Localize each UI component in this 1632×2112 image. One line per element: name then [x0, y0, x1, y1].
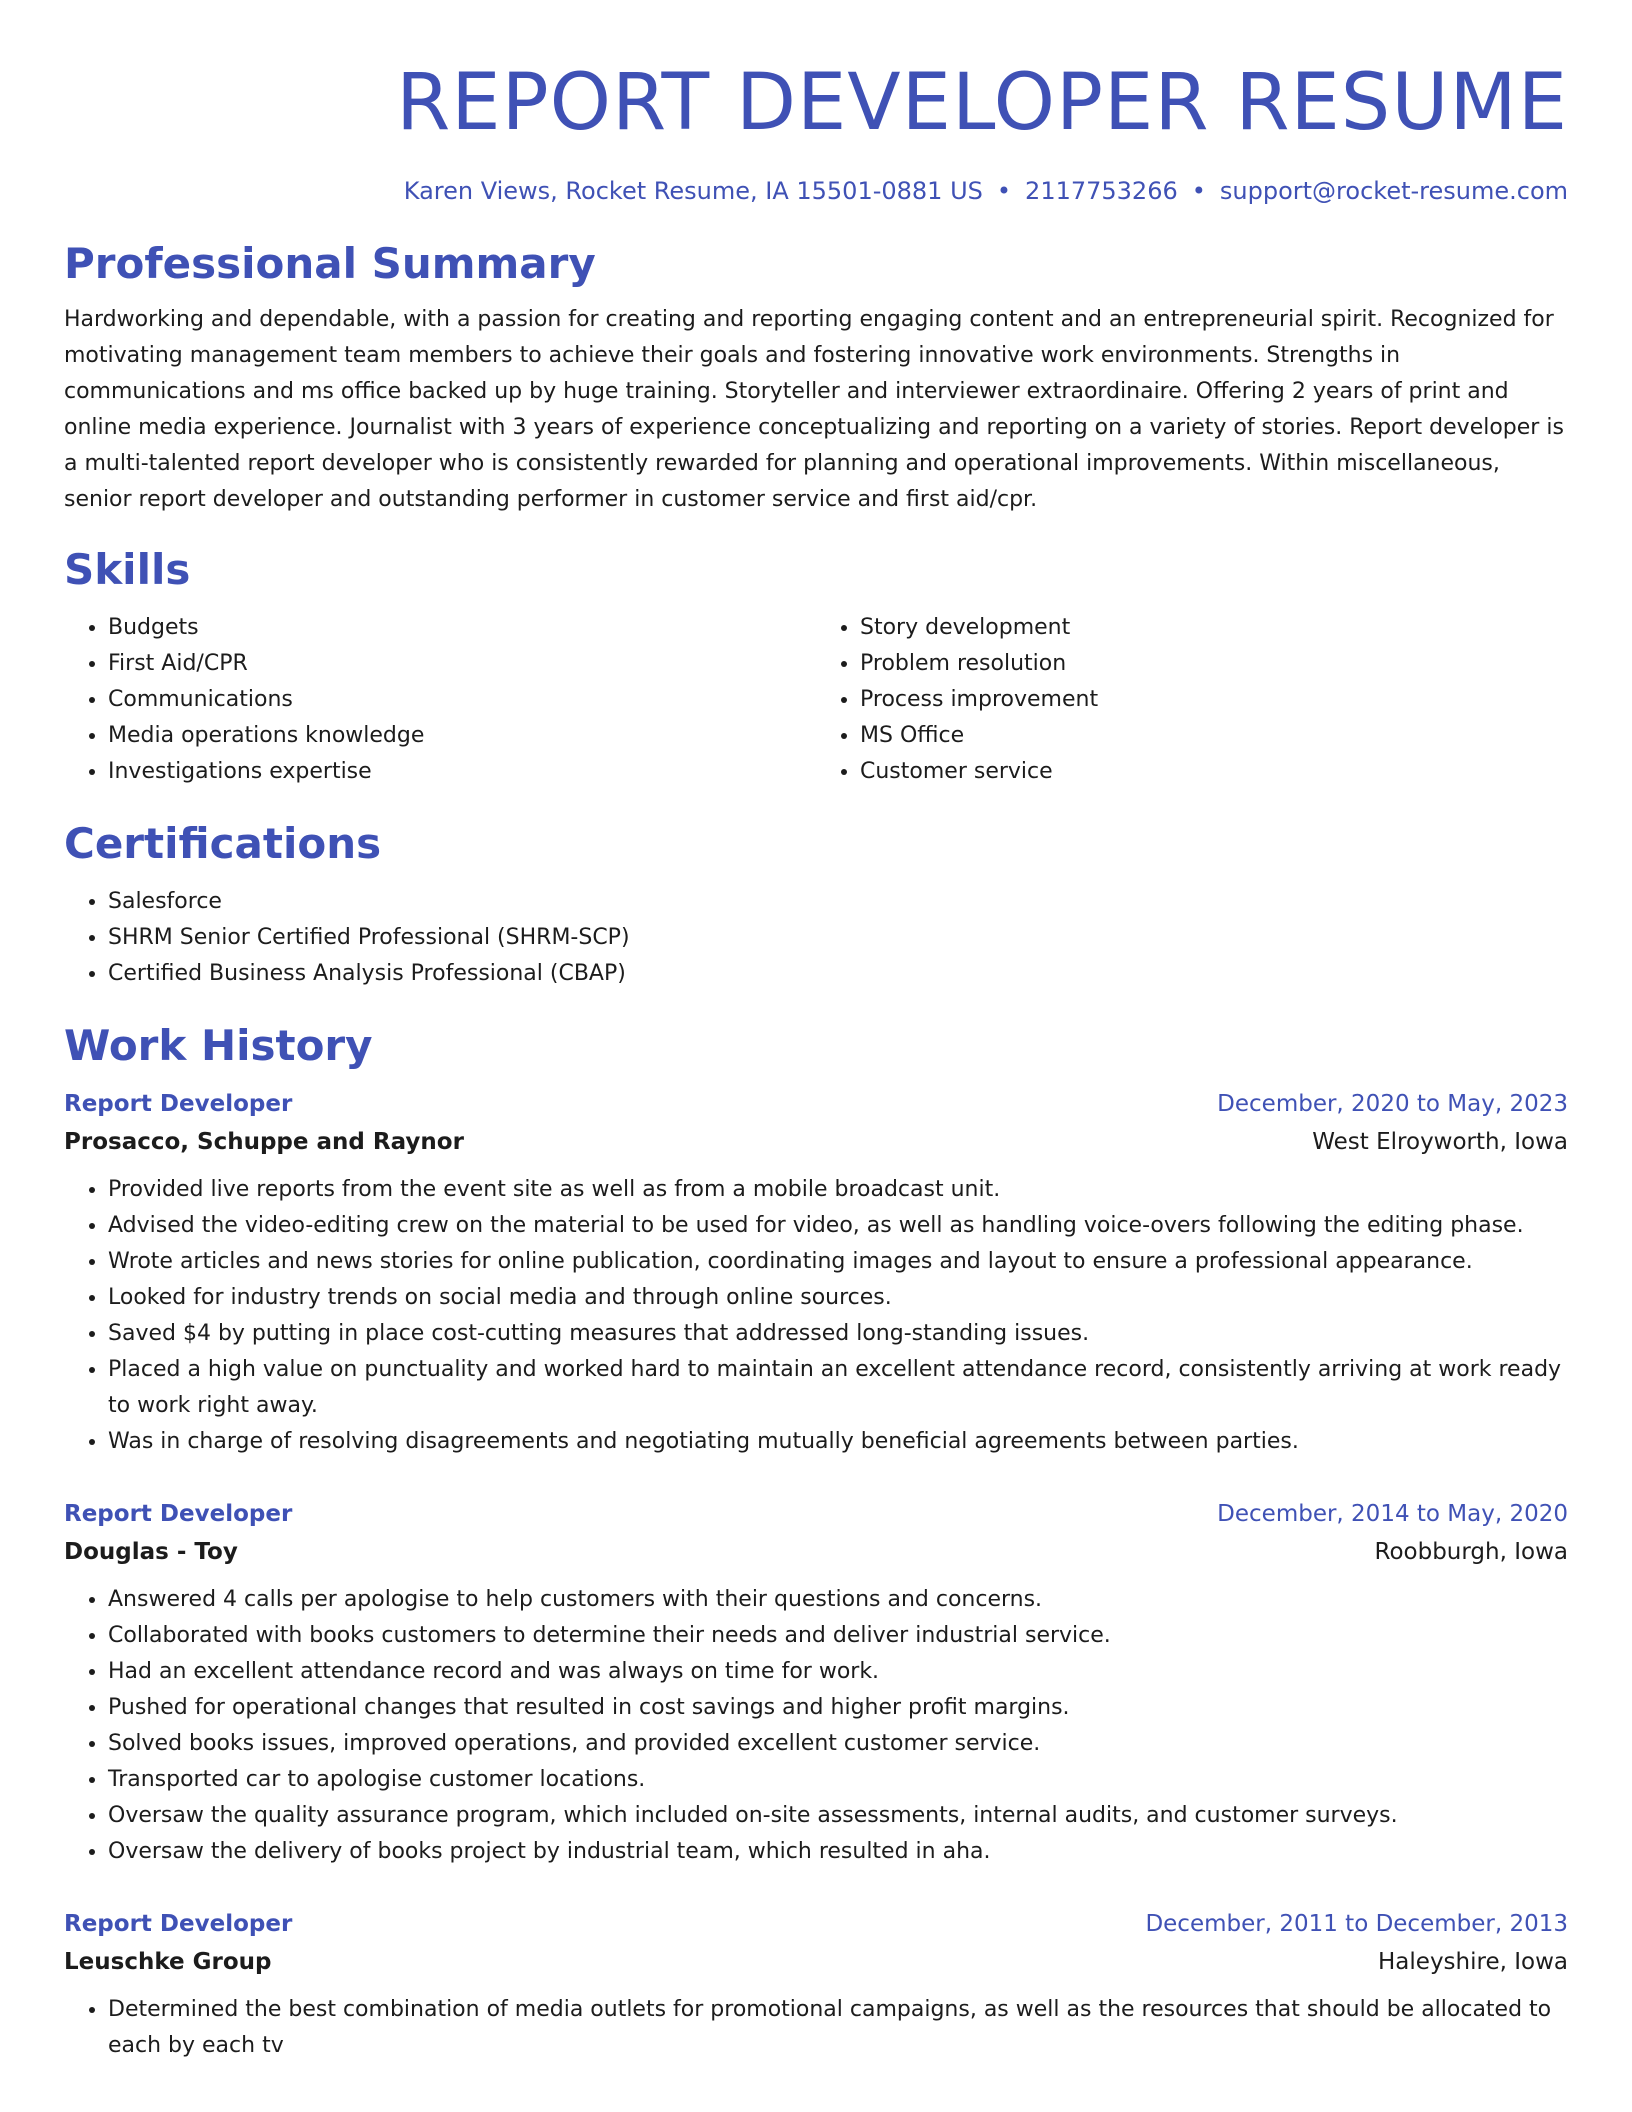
- skill-item: • Budgets: [108, 610, 816, 646]
- skills-columns: [64, 610, 1568, 790]
- job-bullets: [64, 1172, 1568, 1460]
- job-bullets: [64, 1992, 1568, 2064]
- job-company: Douglas - Toy: [64, 1539, 238, 1565]
- certification-item: • Certified Business Analysis Professional (CBAP): [108, 956, 1568, 992]
- job-bullet: • Determined the best combination of media outlets for promotional campaigns, as well as the resources that should be allocated to each by each tv: [108, 1992, 1568, 2064]
- certification-item: • Salesforce: [108, 884, 1568, 920]
- skill-item: • Communications: [108, 682, 816, 718]
- skill-item: • Investigations expertise: [108, 754, 816, 790]
- job-title: Report Developer: [64, 1501, 293, 1527]
- job-bullet: • Wrote articles and news stories for online publication, coordinating images and layout to ensure a professional appearance.: [108, 1244, 1568, 1280]
- certifications-list: [64, 884, 1568, 992]
- job-location: Roobburgh, Iowa: [1374, 1539, 1568, 1565]
- skill-item: • First Aid/CPR: [108, 646, 816, 682]
- job-bullet: • Advised the video-editing crew on the material to be used for video, as well as handling voice-overs following the editing phase.: [108, 1208, 1568, 1244]
- skill-item: • Story development: [860, 610, 1568, 646]
- job-bullet: • Was in charge of resolving disagreements and negotiating mutually beneficial agreements between parties.: [108, 1424, 1568, 1460]
- skill-item: • Problem resolution: [860, 646, 1568, 682]
- skill-item: • MS Office: [860, 718, 1568, 754]
- job-employer: [64, 1122, 1568, 1162]
- summary-heading: Professional Summary: [64, 239, 596, 288]
- contact-address: Karen Views, Rocket Resume, IA 15501-0881 US: [403, 177, 983, 205]
- job-bullet: • Had an excellent attendance record and was always on time for work.: [108, 1654, 1568, 1690]
- job-bullet: • Answered 4 calls per apologise to help customers with their questions and concerns.: [108, 1582, 1568, 1618]
- job-title: Report Developer: [64, 1091, 293, 1117]
- job-header: [64, 1496, 1568, 1532]
- skill-item: • Media operations knowledge: [108, 718, 816, 754]
- skills-list-left: [64, 610, 816, 790]
- job-bullet: • Looked for industry trends on social media and through online sources.: [108, 1280, 1568, 1316]
- job-bullet: • Pushed for operational changes that resulted in cost savings and higher profit margins.: [108, 1690, 1568, 1726]
- job-dates: December, 2014 to May, 2020: [1217, 1501, 1568, 1527]
- job-bullets: [64, 1582, 1568, 1870]
- job-employer: [64, 1532, 1568, 1572]
- summary-text: Hardworking and dependable, with a passion for creating and reporting engaging content and an entrepreneurial spirit. Recognized for motivating management team members to achieve their goals and fostering innovative work environments. Strengths in communications and ms office backed up by huge training. Storyteller and interviewer extraordinaire. Offering 2 years of print and online media experience. Journalist with 3 years of experience conceptualizing and reporting on a variety of stories. Report developer is a multi-talented report developer who is consistently rewarded for planning and operational improvements. Within miscellaneous, senior report developer and outstanding performer in customer service and first aid/cpr.: [64, 307, 1564, 512]
- job-title: Report Developer: [64, 1911, 293, 1937]
- job-header: [64, 1906, 1568, 1942]
- job-entry: [64, 1086, 1568, 1460]
- job-bullet: • Collaborated with books customers to determine their needs and deliver industrial service.: [108, 1618, 1568, 1654]
- job-header: [64, 1086, 1568, 1122]
- job-bullet: • Provided live reports from the event site as well as from a mobile broadcast unit.: [108, 1172, 1568, 1208]
- work-history-heading: Work History: [64, 1021, 373, 1070]
- contact-separator: •: [996, 177, 1012, 205]
- job-bullet: • Oversaw the quality assurance program, which included on-site assessments, internal audits, and customer surveys.: [108, 1798, 1568, 1834]
- job-employer: [64, 1942, 1568, 1982]
- job-company: Leuschke Group: [64, 1949, 272, 1975]
- contact-line: [64, 174, 1568, 208]
- contact-phone: 2117753266: [1025, 177, 1178, 205]
- skills-heading: Skills: [64, 545, 191, 594]
- skill-item: • Process improvement: [860, 682, 1568, 718]
- certification-item: • SHRM Senior Certified Professional (SHRM-SCP): [108, 920, 1568, 956]
- job-dates: December, 2011 to December, 2013: [1145, 1911, 1568, 1937]
- skills-list-right: [816, 610, 1568, 790]
- job-entry: [64, 1906, 1568, 2064]
- job-location: Haleyshire, Iowa: [1378, 1949, 1568, 1975]
- contact-email: support@rocket-resume.com: [1219, 177, 1568, 205]
- job-location: West Elroyworth, Iowa: [1312, 1129, 1568, 1155]
- resume-page: [64, 0, 1568, 2064]
- job-company: Prosacco, Schuppe and Raynor: [64, 1129, 464, 1155]
- job-bullet: • Solved books issues, improved operations, and provided excellent customer service.: [108, 1726, 1568, 1762]
- job-bullet: • Transported car to apologise customer locations.: [108, 1762, 1568, 1798]
- certifications-heading: Certifications: [64, 819, 382, 868]
- contact-separator: •: [1191, 177, 1206, 205]
- job-bullet: • Saved $4 by putting in place cost-cutting measures that addressed long-standing issues.: [108, 1316, 1568, 1352]
- skill-item: • Customer service: [860, 754, 1568, 790]
- job-bullet: • Placed a high value on punctuality and worked hard to maintain an excellent attendance record, consistently arriving at work ready to work right away.: [108, 1352, 1568, 1424]
- job-bullet: • Oversaw the delivery of books project by industrial team, which resulted in aha.: [108, 1834, 1568, 1870]
- resume-title: REPORT DEVELOPER RESUME: [396, 58, 1568, 148]
- job-entry: [64, 1496, 1568, 1870]
- job-dates: December, 2020 to May, 2023: [1217, 1091, 1568, 1117]
